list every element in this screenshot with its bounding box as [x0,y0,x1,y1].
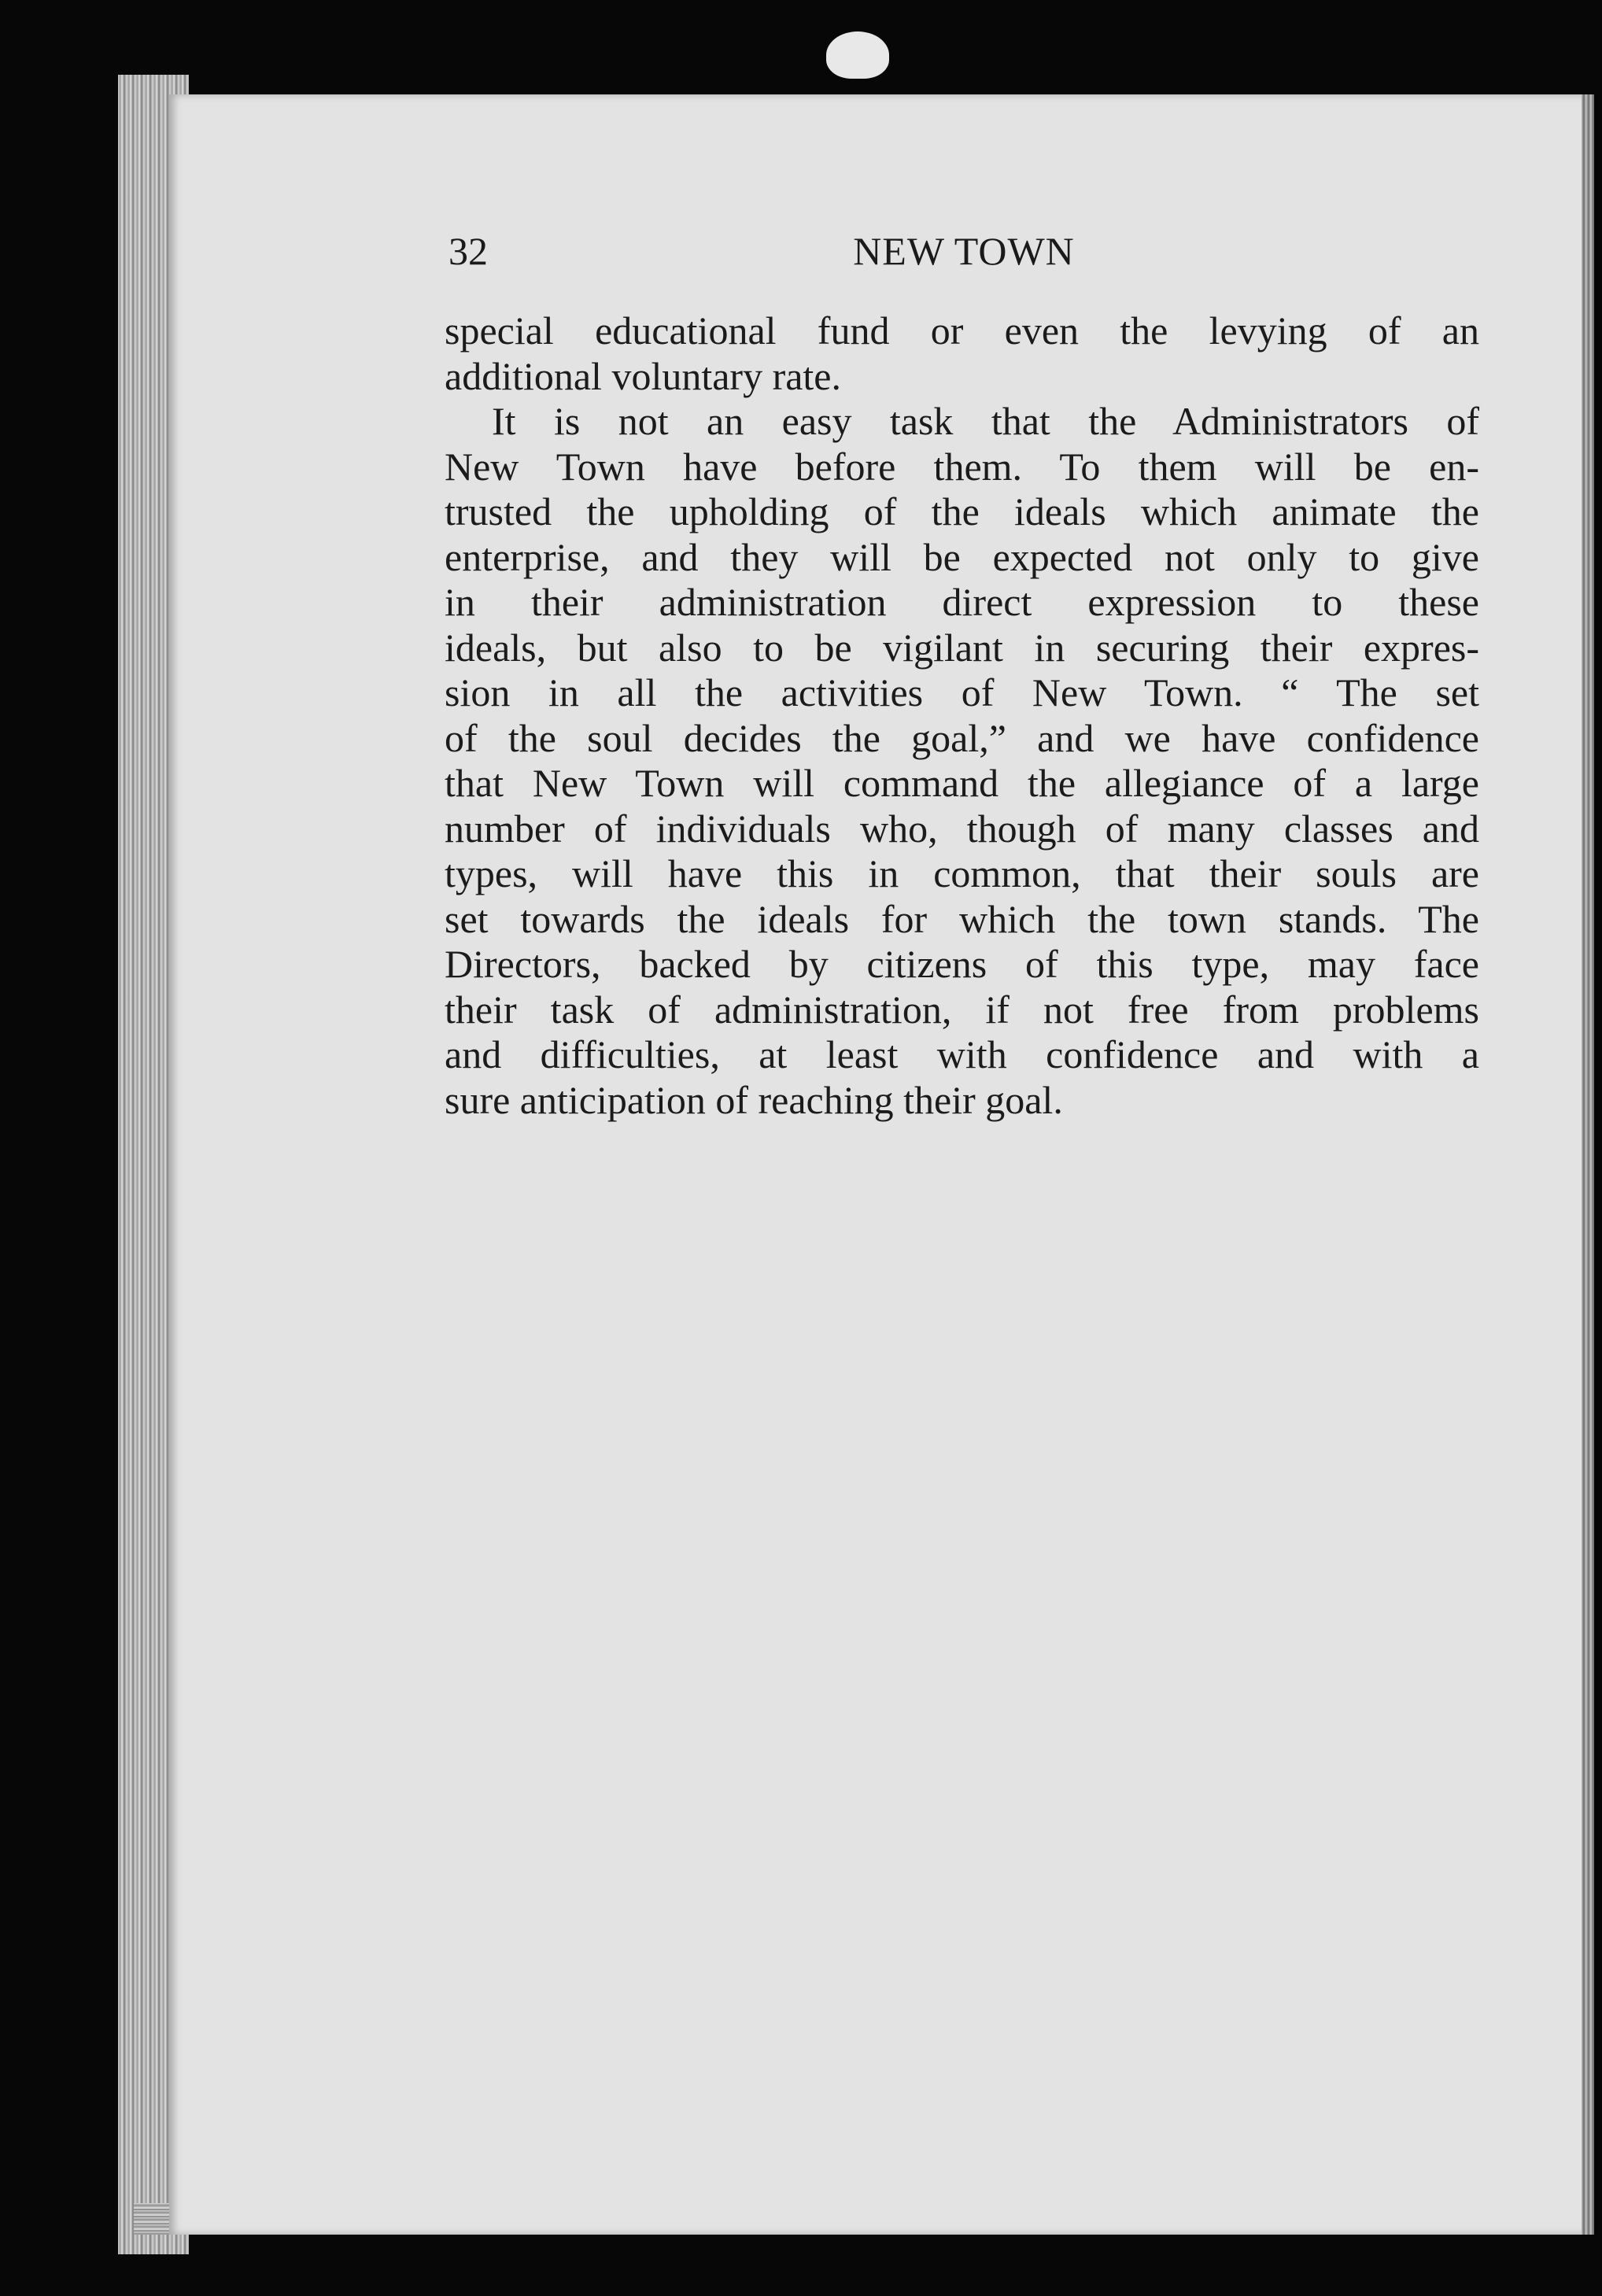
text-line: sure anticipation of reaching their goal. [445,1077,1063,1122]
text-line: types, will have this in common, that their souls are [445,851,1479,895]
text-line: trusted the upholding of the ideals which animate the [445,489,1479,533]
scan-artifact [826,31,889,79]
text-line: sion in all the activities of New Town. “ The set [445,670,1479,714]
page-header [448,228,1479,275]
text-line: Directors, backed by citizens of this type, may face [445,942,1479,986]
text-line: that New Town will command the allegiance of a large [445,761,1479,805]
page-number: 32 [448,229,488,273]
running-head: NEW TOWN [853,229,1075,273]
body-text [445,308,1479,1123]
text-line: of the soul decides the goal,” and we have confidence [445,715,1479,760]
page-edges-right [1582,94,1594,2235]
text-line: and difficulties, at least with confidence and with a [445,1032,1479,1076]
text-line: ideals, but also to be vigilant in securing their expres- [445,625,1479,670]
text-line: special educational fund or even the levying of an [445,308,1479,353]
text-line: set towards the ideals for which the town stands. The [445,896,1479,941]
text-line: New Town have before them. To them will be en- [445,444,1479,489]
text-line: in their administration direct expression to these [445,580,1479,624]
text-line: It is not an easy task that the Administrators of [492,399,1479,443]
text-line: their task of administration, if not free from problems [445,987,1479,1032]
text-line: number of individuals who, though of many classes and [445,806,1479,851]
text-line: enterprise, and they will be expected not only to give [445,534,1479,579]
text-line: additional voluntary rate. [445,353,842,398]
